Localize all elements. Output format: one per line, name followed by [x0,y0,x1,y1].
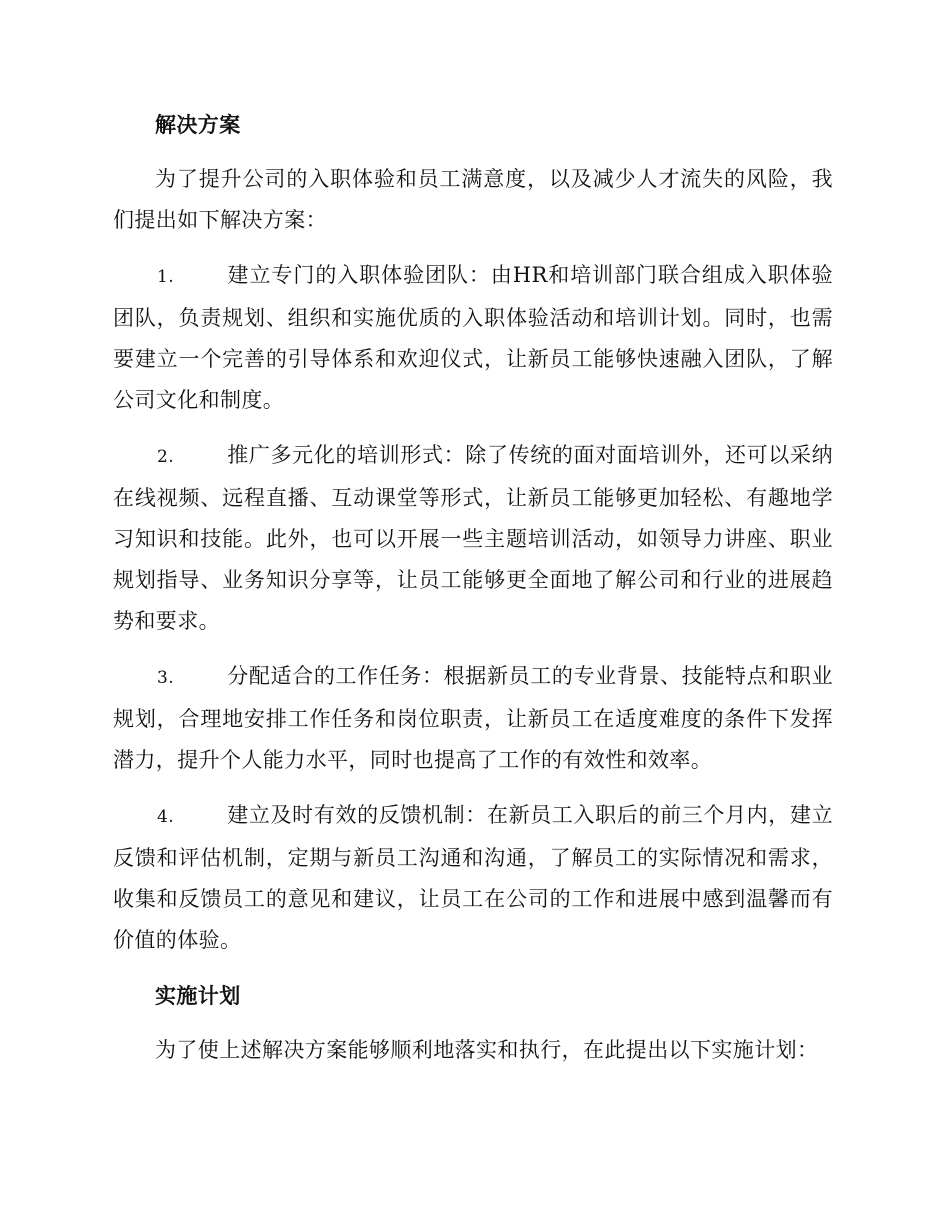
list-number: 1. [157,267,175,287]
implementation-intro-paragraph: 为了使上述解决方案能够顺利地落实和执行，在此提出以下实施计划： [155,1038,819,1062]
solution-item-3 [113,656,833,781]
section-heading-implementation-plan: 实施计划 [155,983,241,1008]
list-item-text: 建立专门的入职体验团队：由HR和培训部门联合组成入职体验团队，负责规划、组织和实施优质的入职体验活动和培训计划。同时，也需要建立一个完善的引导体系和欢迎仪式，让新员工能够快速融入团队，了解公司文化和制度。 [113,263,833,412]
document-body [113,104,833,1085]
solution-item-4 [113,795,833,961]
solution-item-1 [113,255,833,421]
solutions-intro-paragraph: 为了提升公司的入职体验和员工满意度，以及减少人才流失的风险，我们提出如下解决方案： [113,167,833,232]
list-item-text: 分配适合的工作任务：根据新员工的专业背景、技能特点和职业规划，合理地安排工作任务和岗位职责，让新员工在适度难度的条件下发挥潜力，提升个人能力水平，同时也提高了工作的有效性和效率。 [113,664,833,772]
solution-item-2 [113,435,833,642]
section-heading-solutions: 解决方案 [155,112,241,137]
list-number: 2. [157,447,175,467]
list-number: 4. [157,807,175,827]
list-number: 3. [157,668,175,688]
list-item-text: 建立及时有效的反馈机制：在新员工入职后的前三个月内，建立反馈和评估机制，定期与新员工沟通和沟通，了解员工的实际情况和需求，收集和反馈员工的意见和建议，让员工在公司的工作和进展中感到温馨而有价值的体验。 [113,803,833,952]
list-item-text: 推广多元化的培训形式：除了传统的面对面培训外，还可以采纳在线视频、远程直播、互动课堂等形式，让新员工能够更加轻松、有趣地学习知识和技能。此外，也可以开展一些主题培训活动，如领导力讲座、职业规划指导、业务知识分享等，让员工能够更全面地了解公司和行业的进展趋势和要求。 [113,443,833,633]
